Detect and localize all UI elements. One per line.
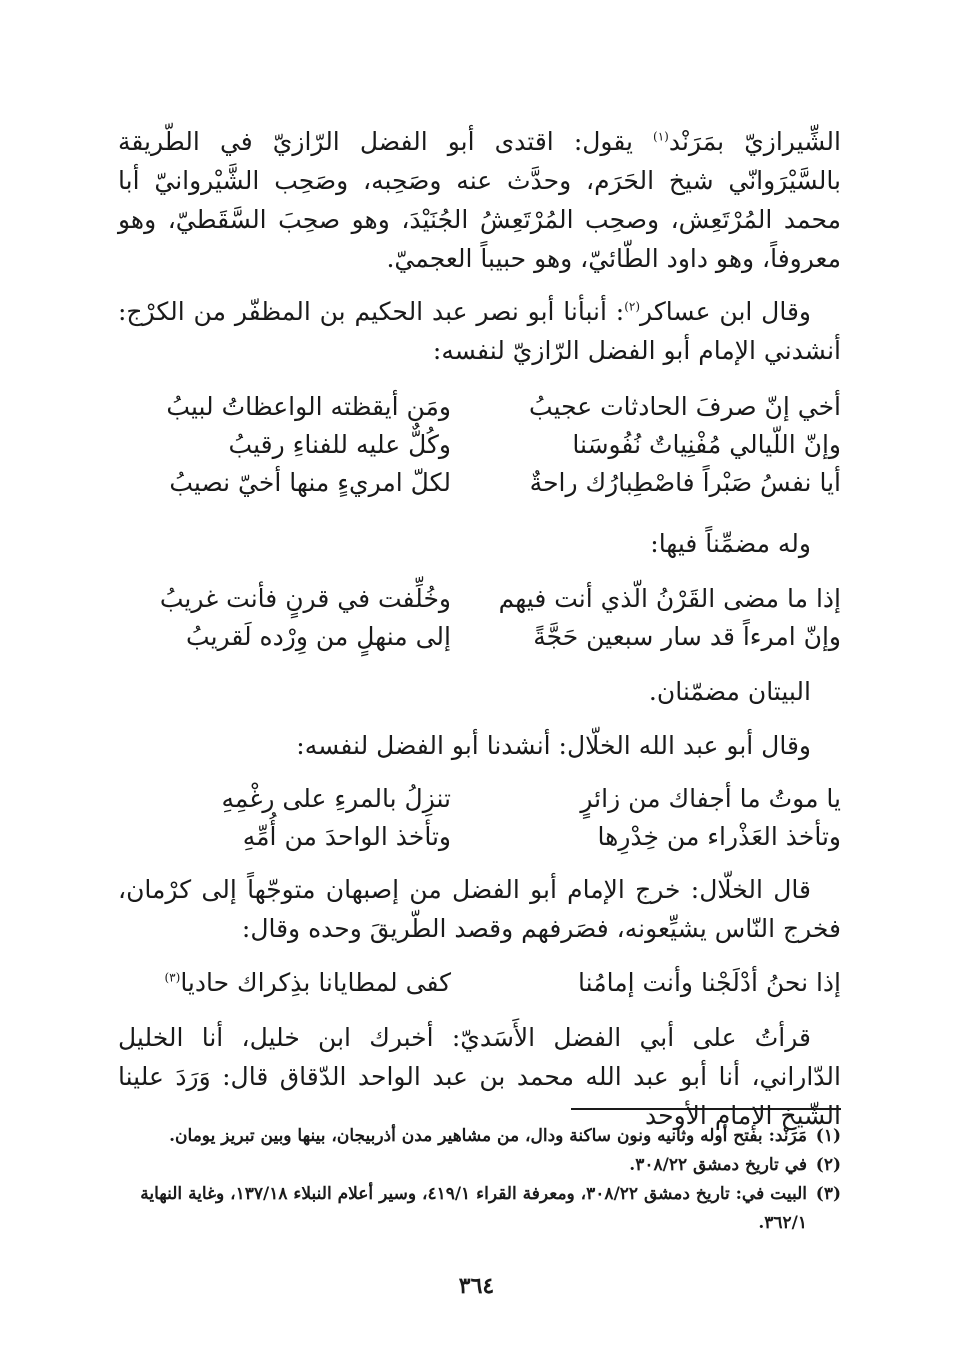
footnote-ref-3: (٣)	[164, 970, 181, 985]
verse-second-hemistich	[164, 964, 451, 1002]
paragraph-2	[118, 292, 841, 370]
verse-line	[118, 388, 841, 426]
footnote-item	[118, 1151, 841, 1180]
verse-line	[118, 818, 841, 856]
verse-first-hemistich: يا موتُ ما أجفاك من زائرٍ	[580, 784, 841, 813]
verse-second-hemistich: تنزِلُ بالمرءِ على رغْمِهِ	[221, 784, 451, 813]
paragraph-7-text: قرأتُ على أبي الفضل الأَسَديّ: أخبرك ابن خليل، أنا الخليل الدّاراني، أنا أبو عبد الله محمد بن عبد الواحد الدّقاق قال: وَرَدَ علينا الشّيخ الإمام الأوحد	[118, 1023, 841, 1130]
verse-first-hemistich: وتأخذ العَذْراء من خِدْرِها	[597, 822, 841, 851]
poem-4	[118, 964, 841, 1002]
verse-line	[118, 780, 841, 818]
footnote-text: البيت في: تاريخ دمشق ٣٠٨/٢٢، ومعرفة القراء ٤١٩/١، وسير أعلام النبلاء ١٣٧/١٨، وغاية النهاية ٣٦٢/١.	[140, 1184, 807, 1233]
paragraph-4-text: البيتان مضمّنان.	[648, 677, 811, 706]
footnote-text: في تاريخ دمشق ٣٠٨/٢٢.	[629, 1155, 807, 1175]
poem-3	[118, 780, 841, 856]
verse-first-hemistich: وإنّ امرءاً قد سار سبعين حَجَّةً	[533, 622, 841, 651]
verse-second-hemistich: وخُلِّفت في قرنٍ فأنت غريبُ	[159, 584, 451, 613]
paragraph-1	[118, 122, 841, 278]
paragraph-1-rest: يقول: اقتدى أبو الفضل الرّازيّ في الطّريقة بالسَّيْرَوانّي شيخ الحَرَم، وحدَّث عنه وصَحِبه، وصَحِب الشَّيْروانيّ أبا محمد المُرْتَعِش، وصحِب المُرْتَعِشُ الجُنَيْدَ، وهو صحِبَ السَّقَطيّ، وهو معروفاً، وهو داود الطّائيّ، وهو حبيباً العجميّ.	[118, 127, 841, 273]
footnote-item	[118, 1180, 841, 1238]
paragraph-5	[118, 726, 841, 765]
poem-1	[118, 388, 841, 502]
verse-line	[118, 580, 841, 618]
verse-line	[118, 464, 841, 502]
paragraph-2-rest: : أنبأنا أبو نصر عبد الحكيم بن المظفّر من الكرْج: أنشدني الإمام أبو الفضل الرّازيّ لنفسه:	[118, 297, 841, 365]
verse-second-hemistich: وكُلٌّ عليه للفناءِ رقيبُ	[228, 430, 451, 459]
poem-2	[118, 580, 841, 656]
verse-second-hemistich-text: كفى لمطايانا بذِكراك حاديا	[180, 968, 451, 997]
footnotes	[118, 1122, 841, 1238]
verse-second-hemistich: وتأخذ الواحدَ من أُمِّهِ	[242, 822, 451, 851]
paragraph-3-text: وله مضمِّناً فيها:	[650, 529, 811, 558]
verse-first-hemistich: وإنّ اللّيالي مُفْنِياتٌ نُفُوسَنا	[572, 430, 841, 459]
verse-first-hemistich: أخي إنّ صرفَ الحادثات عجيبُ	[529, 392, 841, 421]
verse-second-hemistich: لكلّ امريءٍ منها أخيّ نصيبُ	[169, 468, 451, 497]
paragraph-6-text: قال الخلّال: خرج الإمام أبو الفضل من إصبهان متوجّهاً إلى كرْمان، فخرج النّاس يشيِّعونه، فصَرفهم وقصد الطّريقَ وحده وقال:	[118, 875, 841, 943]
footnote-number: (٣)	[815, 1184, 841, 1204]
footnote-ref-1: (١)	[653, 129, 669, 144]
paragraph-5-text: وقال أبو عبد الله الخلّال: أنشدنا أبو الفضل لنفسه:	[296, 731, 811, 760]
paragraph-1-start: الشِّيرازيّ بمَرَنْد	[668, 127, 841, 156]
verse-first-hemistich: أيا نفسُ صَبْراً فاصْطِبارُك راحةٌ	[529, 468, 841, 497]
footnote-number: (١)	[815, 1126, 841, 1146]
footnote-text: مَرَنْد: بفتح أوله وثانيه ونون ساكنة ودال، من مشاهير مدن أذربيجان، بينها وبين تبريز يومان.	[169, 1126, 807, 1146]
verse-second-hemistich: ومَن أيقظته الواعظاتُ لبيبُ	[166, 392, 451, 421]
verse-line	[118, 618, 841, 656]
footnote-ref-2: (٢)	[624, 299, 641, 314]
footnote-number: (٢)	[815, 1155, 841, 1175]
footnote-item	[118, 1122, 841, 1151]
verse-first-hemistich: إذا ما مضى القَرْنُ الّذي أنت فيهم	[498, 584, 841, 613]
verse-line	[118, 964, 841, 1002]
paragraph-7	[118, 1018, 841, 1135]
verse-second-hemistich: إلى منهلٍ من وِرْده لَقريبُ	[186, 622, 451, 651]
paragraph-4	[118, 672, 841, 711]
page-number: ٣٦٤	[458, 1273, 495, 1299]
verse-line	[118, 426, 841, 464]
paragraph-6	[118, 870, 841, 948]
paragraph-3	[118, 524, 841, 563]
paragraph-2-start: وقال ابن عساكر	[640, 297, 811, 326]
footnote-separator	[571, 1108, 841, 1110]
verse-first-hemistich: إذا نحنُ أدْلَجْنا وأنت إمامُنا	[578, 968, 841, 997]
